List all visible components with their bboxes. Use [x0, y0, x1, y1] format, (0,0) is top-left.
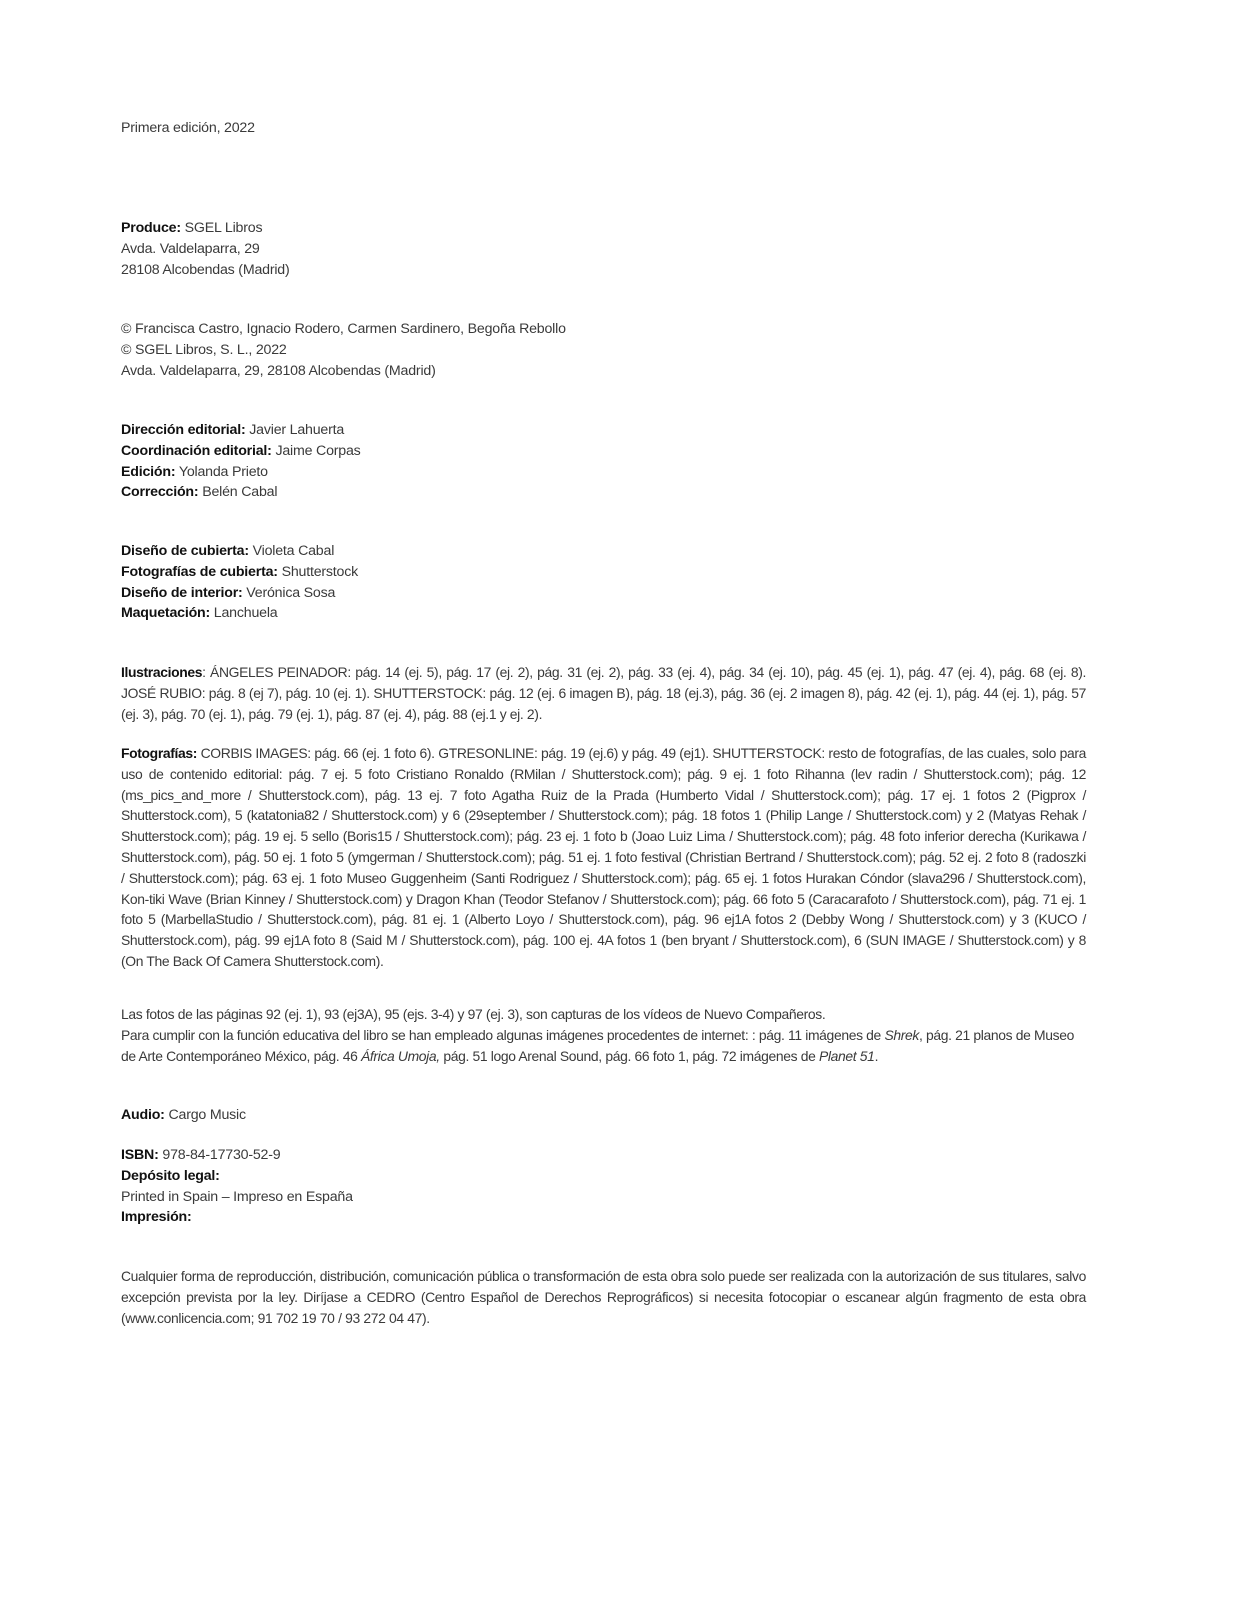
- credit-line: Diseño de cubierta: Violeta Cabal: [121, 543, 335, 559]
- produce-address-1: Avda. Valdelaparra, 29: [121, 240, 260, 257]
- credit-line: Maquetación: Lanchuela: [121, 605, 278, 622]
- printing-label: Impresión:: [121, 1209, 192, 1226]
- rights-notice: [121, 1266, 1086, 1328]
- produce-address-2: 28108 Alcobendas (Madrid): [121, 261, 290, 278]
- credit-line: Coordinación editorial: Jaime Corpas: [121, 442, 361, 459]
- design-credits: [121, 541, 1086, 624]
- rights-text: Cualquier forma de reproducción, distribución, comunicación pública o transformación de esta obra solo puede ser realizada con la autorización de sus titulares, salvo excepción prevista por la ley. Diríjase a CEDRO (Centro Español de Derechos Reprográficos) si necesita fotocopiar o escanear algún fragmento de esta obra (www.conlicencia.com; 91 702 19 70 / 93 272 04 47).: [121, 1268, 1086, 1326]
- credit-line: Dirección editorial: Javier Lahuerta: [121, 422, 345, 438]
- illustrations-text: : ÁNGELES PEINADOR: pág. 14 (ej. 5), pág. 17 (ej. 2), pág. 31 (ej. 2), pág. 33 (ej. 4), pág. 34 (ej. 10), pág. 45 (ej. 1), pág. 47 (ej. 4), pág. 68 (ej. 8). JOSÉ RUBIO: pág. 8 (ej 7), pág. 10 (ej. 1). SHUTTERSTOCK: pág. 12 (ej. 6 imagen B), pág. 18 (ej.3), pág. 36 (ej. 2 imagen 8), pág. 42 (ej. 1), pág. 44 (ej. 1), pág. 57 (ej. 3), pág. 70 (ej. 1), pág. 79 (ej. 1), pág. 87 (ej. 4), pág. 88 (ej.1 y ej. 2).: [121, 664, 1086, 722]
- copyright-authors: © Francisca Castro, Ignacio Rodero, Carmen Sardinero, Begoña Rebollo: [121, 321, 566, 337]
- isbn-block: [121, 1145, 1086, 1228]
- produce-label: Produce:: [121, 220, 181, 236]
- isbn-value: 978-84-17730-52-9: [162, 1147, 281, 1163]
- credit-line: Corrección: Belén Cabal: [121, 484, 278, 501]
- image-source-notes: [121, 1004, 1086, 1066]
- edition-text: Primera edición, 2022: [121, 120, 255, 136]
- copyright-block: [121, 319, 1086, 381]
- credit-line: Edición: Yolanda Prieto: [121, 463, 268, 480]
- edition-block: [121, 118, 1086, 139]
- internet-note: Para cumplir con la función educativa del libro se han empleado algunas imágenes procedentes de internet: : pág. 11 imágenes de Shrek, pág. 21 planos de Museo de Arte Contemporáneo México, pág. 46 África Umoja, pág. 51 logo Arenal Sound, pág. 66 foto 1, pág. 72 imágenes de Planet 51.: [121, 1026, 1074, 1064]
- videos-note: Las fotos de las páginas 92 (ej. 1), 93 (ej3A), 95 (ejs. 3-4) y 97 (ej. 3), son capturas de los vídeos de Nuevo Compañeros.: [121, 1006, 826, 1022]
- printed-in-text: Printed in Spain – Impreso en España: [121, 1188, 353, 1205]
- illustrations-credits: [121, 662, 1086, 724]
- isbn-label: ISBN:: [121, 1147, 159, 1163]
- copyright-publisher: © SGEL Libros, S. L., 2022: [121, 341, 287, 358]
- legal-deposit-label: Depósito legal:: [121, 1167, 220, 1184]
- produce-block: [121, 218, 1086, 280]
- credit-line: Fotografías de cubierta: Shutterstock: [121, 563, 359, 580]
- photos-text: CORBIS IMAGES: pág. 66 (ej. 1 foto 6). GTRESONLINE: pág. 19 (ej.6) y pág. 49 (ej1). SHUTTERSTOCK: resto de fotografías, de las cuales, solo para uso de contenido editorial: pág. 7 ej. 5 foto Cristiano Ronaldo (RMilan / Shutterstock.com); pág. 9 ej. 1 foto Rihanna (lev radin / Shutterstock.com); pág. 12 (ms_pics_and_more / Shutterstock.com), pág. 13 ej. 7 foto Agatha Ruiz de la Prada (Humberto Vidal / Shutterstock.com); pág. 17 ej. 1 fotos 2 (Pigprox / Shutterstock.com), 5 (katatonia82 / Shutterstock.com) y 6 (29september / Shutterstock.com); pág. 18 fotos 1 (Philip Lange / Shutterstock.com) y 2 (Matyas Rehak / Shutterstock.com); pág. 19 ej. 5 sello (Boris15 / Shutterstock.com); pág. 23 ej. 1 foto b (Joao Luiz Lima / Shutterstock.com); pág. 48 foto inferior derecha (Kurikawa / Shutterstock.com), pág. 50 ej. 1 foto 5 (ymgerman / Shutterstock.com); pág. 51 ej. 1 foto festival (Christian Bertrand / Shutterstock.com); pág. 52 ej. 2 foto 8 (radoszki / Shutterstock.com); pág. 63 ej. 1 foto Museo Guggenheim (Santi Rodriguez / Shutterstock.com); pág. 65 ej. 1 fotos Hurakan Cóndor (slava296 / Shutterstock.com), Kon-tiki Wave (Brian Kinney / Shutterstock.com) y Dragon Khan (Teodor Stefanov / Shutterstock.com); pág. 66 foto 5 (Caracarafoto / Shutterstock.com), pág. 71 ej. 1 foto 5 (MarbellaStudio / Shutterstock.com), pág. 81 ej. 1 (Alberto Loyo / Shutterstock.com), pág. 96 ej1A fotos 2 (Debby Wong / Shutterstock.com) y 3 (KUCO / Shutterstock.com), pág. 99 ej1A foto 8 (Said M / Shutterstock.com), pág. 100 ej. 4A fotos 1 (ben bryant / Shutterstock.com), 6 (SUN IMAGE / Shutterstock.com) y 8 (On The Back Of Camera Shutterstock.com).: [121, 745, 1086, 969]
- photos-credits: [121, 743, 1086, 972]
- photos-label: Fotografías:: [121, 745, 198, 761]
- audio-block: [121, 1105, 1086, 1126]
- audio-value: Cargo Music: [168, 1107, 246, 1123]
- copyright-address: Avda. Valdelaparra, 29, 28108 Alcobendas (Madrid): [121, 362, 436, 379]
- produce-value: SGEL Libros: [184, 220, 263, 236]
- audio-label: Audio:: [121, 1107, 165, 1123]
- credit-line: Diseño de interior: Verónica Sosa: [121, 584, 336, 601]
- editorial-credits: [121, 420, 1086, 503]
- illustrations-label: Ilustraciones: [121, 664, 203, 680]
